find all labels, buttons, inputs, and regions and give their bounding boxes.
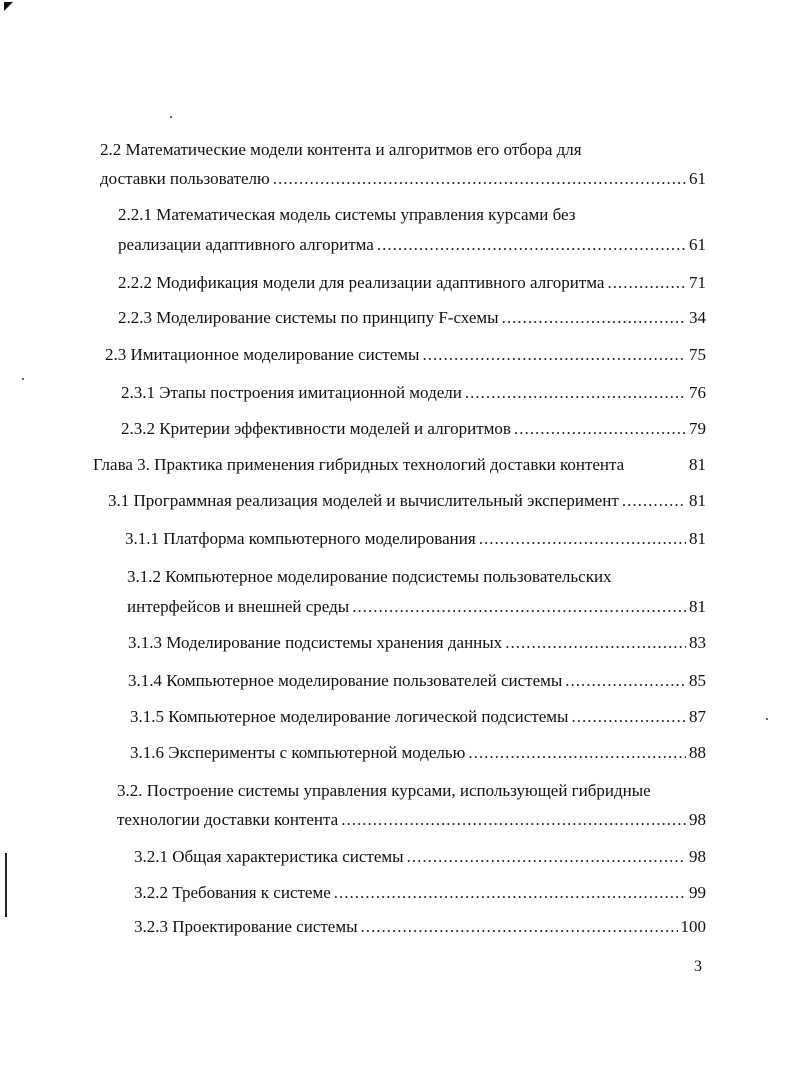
toc-leader-dots xyxy=(273,168,686,190)
toc-entry-page: 83 xyxy=(689,633,706,652)
toc-leader-dots xyxy=(479,528,686,550)
page-number: 3 xyxy=(694,958,702,975)
toc-entry[interactable] xyxy=(127,596,706,618)
toc-entry-page: 71 xyxy=(689,273,706,292)
toc-entry-title: 3.1.4 Компьютерное моделирование пользователей системы xyxy=(128,671,563,690)
toc-entry-page: 61 xyxy=(689,169,706,188)
toc-entry-page: 79 xyxy=(689,419,706,438)
toc-leader-dots xyxy=(334,882,686,904)
toc-entry[interactable] xyxy=(118,307,706,329)
toc-entry[interactable] xyxy=(134,916,706,938)
toc-entry-page: 88 xyxy=(689,743,706,762)
scan-speck xyxy=(22,378,24,380)
toc-entry[interactable] xyxy=(100,168,706,190)
toc-entry-title: Глава 3. Практика применения гибридных технологий доставки контента xyxy=(93,455,625,474)
scan-speck xyxy=(766,718,768,720)
toc-entry[interactable] xyxy=(108,490,706,512)
toc-entry-page: 98 xyxy=(689,810,706,829)
toc-entry-page: 81 xyxy=(689,455,706,474)
toc-leader-dots xyxy=(622,490,686,512)
toc-entry[interactable] xyxy=(121,418,706,440)
scan-corner-mark xyxy=(4,2,13,11)
toc-entry-title: 3.2.3 Проектирование системы xyxy=(134,917,358,936)
toc-entry-title: 2.2.3 Моделирование системы по принципу F-схемы xyxy=(118,308,499,327)
toc-entry-title: 2.3.1 Этапы построения имитационной модели xyxy=(121,383,462,402)
scan-margin-bar xyxy=(5,853,7,917)
toc-entry[interactable] xyxy=(121,382,706,404)
toc-entry[interactable] xyxy=(125,528,706,550)
toc-entry-page: 81 xyxy=(689,491,706,510)
toc-entry-page: 61 xyxy=(689,235,706,254)
toc-entry-title: интерфейсов и внешней среды xyxy=(127,597,350,616)
toc-entry-page: 76 xyxy=(689,383,706,402)
toc-leader-dots xyxy=(361,916,678,938)
toc-leader-dots xyxy=(607,272,686,294)
toc-entry[interactable] xyxy=(128,670,706,692)
toc-entry-page: 98 xyxy=(689,847,706,866)
toc-leader-dots xyxy=(565,670,686,692)
toc-entry-title: 3.2.2 Требования к системе xyxy=(134,883,331,902)
toc-leader-dots xyxy=(468,742,686,764)
toc-entry-page: 34 xyxy=(689,308,706,327)
toc-entry-title: 3.2. Построение системы управления курсами, использующей гибридные xyxy=(117,781,651,800)
toc-entry[interactable] xyxy=(105,344,706,366)
toc-entry[interactable] xyxy=(130,742,706,764)
toc-leader-dots xyxy=(505,632,686,654)
toc-entry-page: 75 xyxy=(689,345,706,364)
toc-entry-title: 3.1.6 Эксперименты с компьютерной моделью xyxy=(130,743,466,762)
toc-leader-dots xyxy=(502,307,686,329)
toc-entry-title: 2.2 Математические модели контента и алгоритмов его отбора для xyxy=(100,140,582,159)
toc-entry-page: 87 xyxy=(689,707,706,726)
toc-entry[interactable] xyxy=(130,706,706,728)
toc-entry[interactable] xyxy=(117,809,706,831)
toc-entry-page: 81 xyxy=(689,529,706,548)
toc-entry-title: 2.3 Имитационное моделирование системы xyxy=(105,345,420,364)
toc-leader-dots xyxy=(341,809,686,831)
toc-entry-title: реализации адаптивного алгоритма xyxy=(118,235,374,254)
toc-entry-chapter[interactable] xyxy=(93,454,706,476)
toc-entry-title: 3.1 Программная реализация моделей и вычислительный эксперимент xyxy=(108,491,619,510)
toc-entry-title: 2.2.2 Модификация модели для реализации адаптивного алгоритма xyxy=(118,273,605,292)
toc-entry-title: доставки пользователю xyxy=(100,169,270,188)
scan-speck xyxy=(170,116,172,118)
toc-leader-dots xyxy=(407,846,686,868)
toc-leader-dots xyxy=(422,344,686,366)
toc-leader-dots xyxy=(514,418,686,440)
toc-entry-page: 99 xyxy=(689,883,706,902)
toc-entry-title: 3.1.2 Компьютерное моделирование подсистемы пользовательских xyxy=(127,567,612,586)
toc-entry-title: технологии доставки контента xyxy=(117,810,339,829)
toc-leader-dots xyxy=(571,706,686,728)
toc-entry-page: 81 xyxy=(689,597,706,616)
toc-entry-title: 2.3.2 Критерии эффективности моделей и алгоритмов xyxy=(121,419,511,438)
toc-entry-page: 85 xyxy=(689,671,706,690)
toc-entry-title: 2.2.1 Математическая модель системы управления курсами без xyxy=(118,205,576,224)
toc-entry[interactable] xyxy=(118,272,706,294)
toc-entry[interactable] xyxy=(128,632,706,654)
toc-entry[interactable] xyxy=(134,882,706,904)
toc-entry[interactable] xyxy=(118,234,706,256)
toc-entry[interactable] xyxy=(134,846,706,868)
toc-entry-title: 3.2.1 Общая характеристика системы xyxy=(134,847,404,866)
toc-entry-title: 3.1.5 Компьютерное моделирование логической подсистемы xyxy=(130,707,569,726)
toc-leader-dots xyxy=(465,382,686,404)
toc-leader-dots xyxy=(352,596,686,618)
toc-entry-title: 3.1.1 Платформа компьютерного моделирования xyxy=(125,529,476,548)
toc-entry-page: 100 xyxy=(680,917,706,936)
toc-entry-title: 3.1.3 Моделирование подсистемы хранения данных xyxy=(128,633,503,652)
toc-leader-dots xyxy=(377,234,686,256)
